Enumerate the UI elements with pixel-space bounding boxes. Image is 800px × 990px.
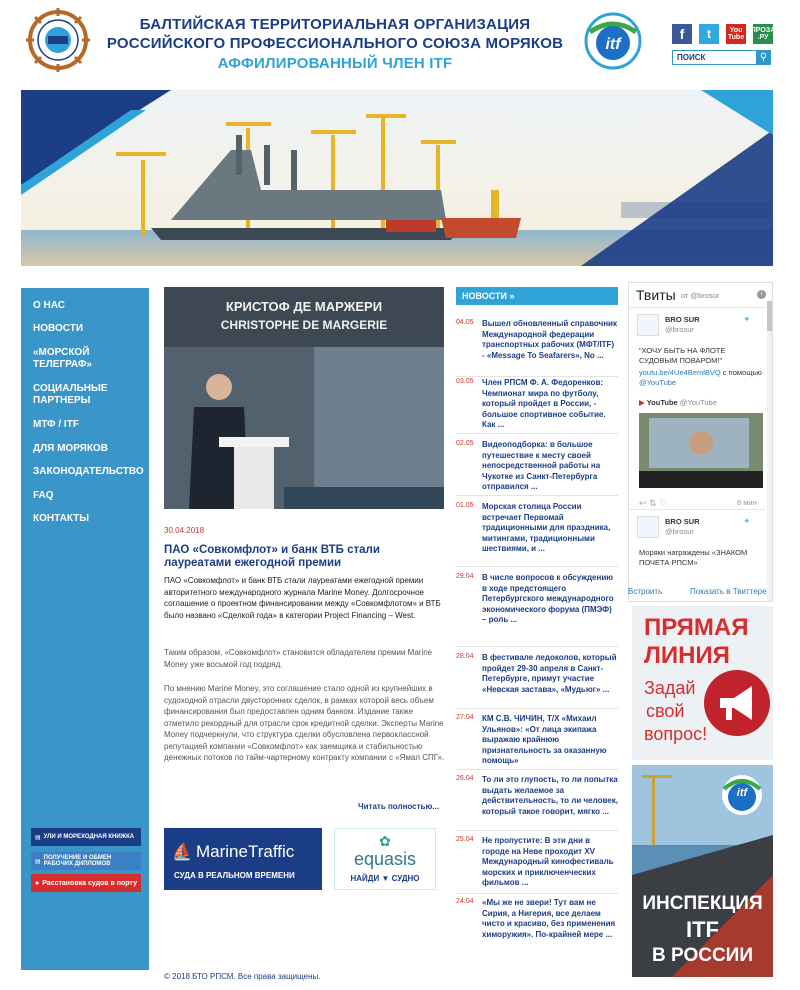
nav-sea-telegraph[interactable]: «МОРСКОЙ ТЕЛЕГРАФ» (33, 347, 92, 370)
scrollbar[interactable] (767, 301, 772, 601)
scrollbar-thumb[interactable] (767, 301, 772, 331)
twitter-timeline[interactable] (628, 282, 773, 602)
news-text[interactable]: В числе вопросов к обсуждению в ходе предстоящего Петербургского международного экономического форума (ПМЭФ) – роль ... (482, 573, 614, 624)
search-input[interactable]: ПОИСК (672, 50, 770, 65)
nav-news[interactable]: НОВОСТИ (33, 323, 84, 334)
card-source-label: YouTube (646, 398, 678, 407)
equasis-banner[interactable] (334, 828, 436, 890)
copyright: © 2018 БТО РПСМ. Все права защищены. (164, 972, 321, 981)
document-icon: ▤ (35, 834, 41, 841)
org-title-line1: БАЛТИЙСКАЯ ТЕРРИТОРИАЛЬНАЯ ОРГАНИЗАЦИЯ (139, 16, 531, 33)
hotline-q1: Задай (644, 678, 696, 698)
twitter-bird-icon: ✦ (743, 314, 751, 324)
news-item[interactable] (456, 653, 618, 709)
nav-contacts[interactable]: КОНТАКТЫ (33, 513, 90, 524)
org-title-line3: АФФИЛИРОВАННЫЙ ЧЛЕН ITF (217, 55, 453, 72)
tweet-author[interactable]: BRO SUR (665, 315, 700, 324)
port-vessels-label: Расстановка судов в порту (42, 879, 137, 887)
news-header[interactable]: НОВОСТИ » (456, 287, 618, 305)
itf-banner-logo: itf (736, 787, 748, 799)
hotline-line1: ПРЯМАЯ (644, 614, 749, 641)
tweet-time[interactable]: 8 мин (737, 498, 757, 507)
news-date: 01.05 (456, 502, 474, 509)
tweet[interactable] (629, 509, 765, 569)
info-icon[interactable]: i (757, 290, 766, 299)
twitter-embed-link[interactable]: Встроить (628, 587, 663, 596)
news-item[interactable] (456, 502, 618, 567)
ship-name-ru: КРИСТОФ ДЕ МАРЖЕРИ (225, 299, 383, 314)
youtube-icon: ▶ (639, 398, 645, 407)
news-date: 28.04 (456, 653, 474, 660)
news-text[interactable]: Не пропустите: В эти дни в городе на Неве проходит XV Международный кинофестиваль морских и приключенческих фильмов ... (482, 836, 614, 887)
itf-banner-line2: ITF (686, 917, 719, 942)
twitter-icon[interactable]: t (699, 24, 719, 44)
article-paragraph: По мнению Marine Money, это соглашение стало одной из крупнейших в судоходной отрасли двусторонних сделок, в рамках которой весь объем финансирования был предоставлен одним банком. Издание также отметило рекордный для отрасли срок кредитной сделки. Эксперты Marine Money подчеркнули, что структура сделки обусловлена первоклассной репутацией компании «Совкомфлот» как заемщика и стабильностью денежных потоков по тайм-чартерному контракту компании с «Ямал СПГ». (164, 684, 445, 762)
news-text[interactable]: Член РПСМ Ф. А. Федоренков: Чемпионат мира по футболу, который пройдет в России, - большое спортивное событие. Как ... (482, 378, 606, 429)
tweet-link-line (639, 368, 763, 388)
seaman-book-label: УЛИ И МОРЕХОДНАЯ КНИЖКА (43, 834, 135, 840)
news-text[interactable]: Морская столица России встречает Первомай традиционными для праздника, митингами, традиционными шествиями, и ... (482, 502, 611, 553)
itf-logo[interactable] (584, 12, 642, 70)
equasis-subtitle: НАЙДИ ▼ СУДНО (350, 874, 420, 883)
avatar[interactable] (637, 516, 659, 538)
news-item[interactable] (456, 775, 618, 831)
proza-icon[interactable]: ПРОЗА .РУ (753, 24, 773, 44)
twitter-view-link[interactable]: Показать в Твиттере (690, 587, 767, 596)
news-item[interactable] (456, 378, 618, 434)
twitter-bird-icon: ✦ (743, 516, 751, 526)
marinetraffic-name: MarineTraffic (196, 842, 295, 861)
news-item[interactable] (456, 319, 618, 377)
tweet-handle[interactable]: @brosur (665, 325, 694, 334)
news-date: 03.05 (456, 378, 474, 385)
union-logo[interactable] (26, 8, 90, 72)
facebook-icon[interactable]: f (672, 24, 692, 44)
hotline-line2: ЛИНИЯ (644, 642, 730, 669)
article-title[interactable]: ПАО «Совкомфлот» и банк ВТБ стали лауреатами ежегодной премии (164, 544, 380, 569)
news-text[interactable]: «Мы же не звери! Тут вам не Сирия, а Нигерия, все делаем чисто и красиво, без применения химоружия». По-крайней мере ... (482, 898, 616, 939)
lotus-icon: ✿ (379, 833, 391, 849)
itf-logo-text: itf (605, 36, 621, 53)
tweet-text: Моряки награждены «ЗНАКОМ ПОЧЕТА РПСМ» (639, 548, 748, 567)
hotline-q3: вопрос! (644, 724, 708, 744)
itf-inspection-banner[interactable] (632, 765, 773, 977)
map-pin-icon: ● (35, 879, 40, 887)
article-date: 30.04.2018 (164, 526, 205, 535)
news-date: 24.04 (456, 898, 474, 905)
news-item[interactable] (456, 440, 618, 496)
news-item[interactable] (456, 836, 618, 894)
megaphone-icon (702, 668, 772, 738)
avatar[interactable] (637, 314, 659, 336)
diploma-label: ПОЛУЧЕНИЕ И ОБМЕН РАБОЧИХ ДИПЛОМОВ (43, 855, 112, 867)
document-icon: ▤ (35, 858, 41, 865)
marinetraffic-banner[interactable] (164, 828, 322, 890)
itf-banner-line3: В РОССИИ (652, 945, 753, 966)
news-item[interactable] (456, 898, 618, 954)
card-source-handle: @YouTube (679, 398, 717, 407)
news-date: 04.05 (456, 319, 474, 326)
hotline-banner[interactable] (632, 606, 773, 760)
equasis-name: equasis (353, 849, 417, 869)
news-text[interactable]: КМ С.В. ЧИЧИН, Т/Х «Михаил Ульянов»: «От лица экипажа выражаю крайнюю признательность за оказанную помощь» (482, 714, 607, 765)
article-lead: ПАО «Совкомфлот» и банк ВТБ стали лауреатами ежегодной премии авторитетного международного журнала Marine Money. Долгосрочное соглашение о проектном финансировании между «Совкомфлотом» и ВТБ было названо «Сделкой года» в категории Project Financing – West. (164, 576, 441, 620)
search-icon[interactable]: ⚲ (756, 50, 771, 65)
sidebar (21, 288, 149, 970)
news-text[interactable]: В фестивале ледоколов, который пройдет 29-30 апреля в Санкт-Петербурге, примут участие «Невская застава», «Мудьюг» ... (482, 653, 617, 694)
video-thumbnail[interactable] (639, 413, 763, 488)
hotline-q2: свой (646, 701, 685, 721)
ship-name-en: CHRISTOPHE DE MARGERIE (220, 318, 388, 332)
tweet-author[interactable]: BRO SUR (665, 517, 700, 526)
nav-about[interactable]: О НАС (33, 300, 65, 311)
news-date: 29.04 (456, 573, 474, 580)
news-date: 26.04 (456, 775, 474, 782)
youtube-icon[interactable]: You Tube (726, 24, 746, 44)
news-date: 02.05 (456, 440, 474, 447)
nav-itf[interactable]: МТФ / ITF (33, 419, 79, 430)
news-item[interactable] (456, 714, 618, 770)
news-date: 25.04 (456, 836, 474, 843)
tweet-text: "ХОЧУ БЫТЬ НА ФЛОТЕ СУДОВЫМ ПОВАРОМ!" (639, 346, 726, 365)
tweet-link[interactable]: youtu.be/4Ue4BemlBVQ (639, 368, 721, 377)
twitter-from[interactable]: от @brosur (681, 291, 720, 300)
port-vessels-button[interactable] (31, 874, 141, 892)
org-title-line2: РОССИЙСКОГО ПРОФЕССИОНАЛЬНОГО СОЮЗА МОРЯКОВ (106, 35, 564, 52)
news-text[interactable]: То ли это глупость, то ли попытка выдать желаемое за действительность, то ли человек, который такое говорит, мягко ... (482, 775, 618, 816)
news-date: 27.04 (456, 714, 474, 721)
itf-banner-line1: ИНСПЕКЦИЯ (642, 893, 763, 914)
twitter-title: Твиты (636, 287, 676, 303)
nav-faq[interactable]: FAQ (33, 490, 54, 501)
nav-social-partners[interactable]: СОЦИАЛЬНЫЕ ПАРТНЕРЫ (33, 383, 108, 406)
nav-legislation[interactable]: ЗАКОНОДАТЕЛЬСТВО (33, 466, 144, 477)
tweet-text-connector: с помощью (720, 368, 762, 377)
ship-icon: ⛵ (172, 844, 192, 861)
tweet-card-source (639, 398, 763, 408)
marinetraffic-subtitle: СУДА В РЕАЛЬНОМ ВРЕМЕНИ (174, 871, 295, 880)
tweet-handle[interactable]: @brosur (665, 527, 694, 536)
tweet-actions[interactable]: ↩ ⇅ ♡ (639, 498, 668, 508)
seaman-book-button[interactable] (31, 828, 141, 846)
read-more-link[interactable]: Читать полностью... (358, 802, 439, 811)
diploma-button[interactable] (31, 852, 141, 870)
news-text[interactable]: Видеоподборка: в большое путешествие к месту своей непосредственной работы на Чукотке из Санкт-Петербурга отправился ... (482, 440, 601, 491)
tweet-via[interactable]: @YouTube (639, 378, 677, 387)
article-image (164, 287, 444, 509)
nav-for-seafarers[interactable]: ДЛЯ МОРЯКОВ (33, 443, 108, 454)
news-text[interactable]: Вышел обновленный справочник Международной федерации транспортных рабочих (МФТ/ITF) - «Message To Seafarers», No ... (482, 319, 617, 360)
article-paragraph: Таким образом, «Совкомфлот» становится обладателем премии Marine Money уже восьмой год подряд. (164, 648, 433, 669)
news-item[interactable] (456, 573, 618, 647)
header-banner-image (21, 90, 773, 266)
